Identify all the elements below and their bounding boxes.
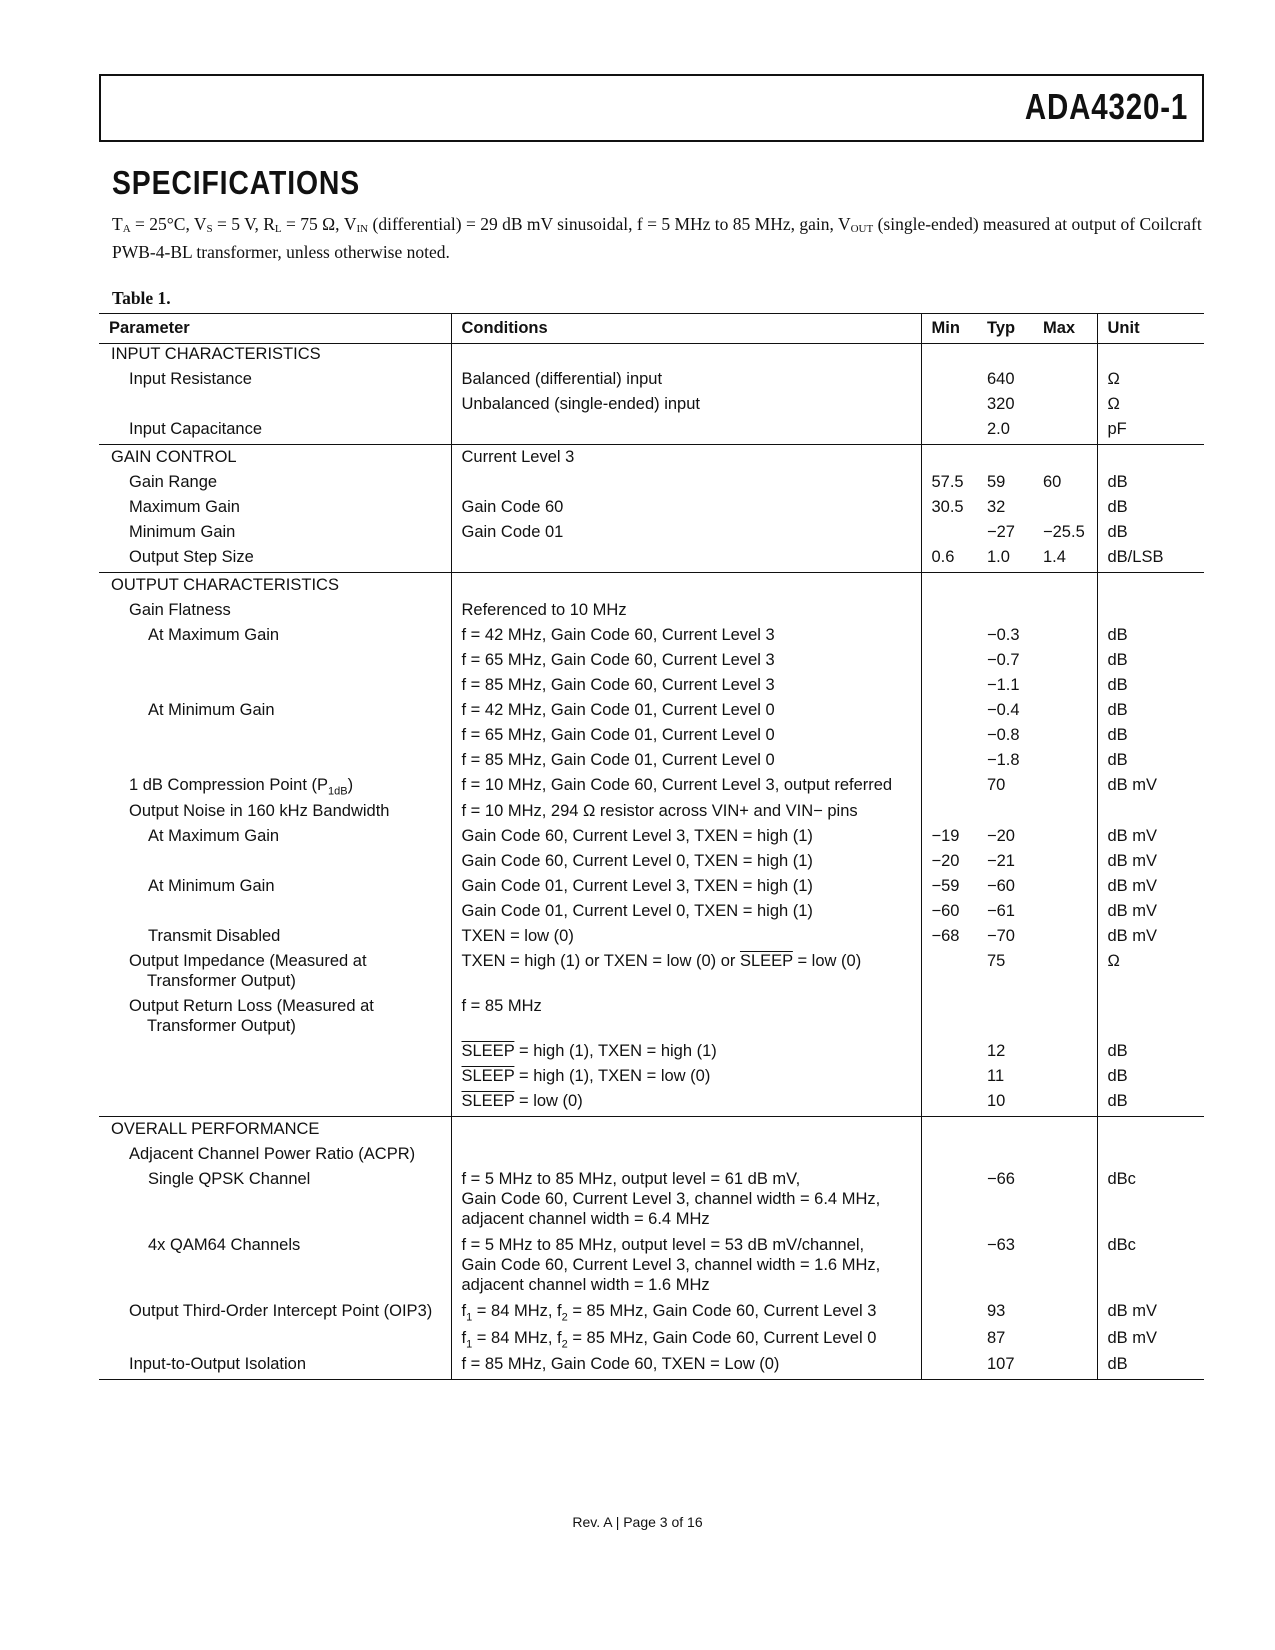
table-row — [99, 700, 1204, 725]
cell-conditions: $f_1 = 84$ MHz, $f_2 = 85$ MHz, Gain Code 60, Current Level 0 — [451, 1328, 921, 1354]
cell-parameter — [99, 1066, 451, 1091]
cell-parameter: Transmit Disabled — [148, 927, 281, 946]
cell-typ: 70 — [987, 776, 1006, 794]
cell-min: −20 — [921, 851, 977, 876]
cell-unit — [1097, 996, 1204, 1041]
cell-conditions: Balanced (differential) input — [451, 369, 921, 394]
table-row — [99, 1169, 1204, 1235]
header-max: Max — [1033, 314, 1097, 344]
table-row — [99, 650, 1204, 675]
cell-parameter: Output Noise in 160 kHz Bandwidth — [129, 802, 390, 821]
cell-typ — [977, 445, 1033, 473]
cell-max — [1033, 625, 1097, 650]
cell-unit — [1097, 600, 1204, 625]
cell-typ: −70 — [987, 927, 1015, 946]
cell-conditions: f = 5 MHz to 85 MHz, output level = 53 dB mV/channel, Gain Code 60, Current Level 3, channel width = 1.6 MHz, adjacent channel width = 1.6 MHz — [451, 1235, 921, 1301]
cell-min — [921, 1169, 977, 1235]
cell-max — [1033, 876, 1097, 901]
cell-unit: dB mV — [1097, 826, 1204, 851]
table-row — [99, 1354, 1204, 1380]
cell-typ — [977, 573, 1033, 601]
cell-conditions — [451, 573, 921, 601]
cell-parameter: Input-to-Output Isolation — [99, 1354, 451, 1380]
cell-min — [921, 675, 977, 700]
cell-conditions: Gain Code 01, Current Level 3, TXEN = high (1) — [451, 876, 921, 901]
cell-unit: dB/LSB — [1097, 547, 1204, 573]
cell-parameter: Gain Range — [129, 473, 218, 491]
cell-typ: 320 — [987, 395, 1015, 413]
cell-typ — [977, 1144, 1033, 1169]
cell-unit: dB — [1097, 1066, 1204, 1091]
cell-max — [1033, 801, 1097, 826]
cell-conditions: SLEEP = low (0) — [451, 1091, 921, 1117]
header-parameter: Parameter — [99, 314, 451, 344]
cell-max — [1033, 1354, 1097, 1380]
cell-conditions: SLEEP = high (1), TXEN = low (0) — [451, 1066, 921, 1091]
table-row — [99, 522, 1204, 547]
table-row — [99, 472, 1204, 497]
cell-typ — [977, 801, 1033, 826]
cell-min — [921, 775, 977, 801]
cell-typ: 87 — [987, 1328, 1006, 1347]
cell-max — [1033, 851, 1097, 876]
cell-unit: dB mV — [1097, 876, 1204, 901]
cell-unit — [1097, 344, 1204, 370]
cell-typ: −1.1 — [987, 676, 1020, 694]
cell-unit: dB — [1097, 675, 1204, 700]
cell-max — [1033, 996, 1097, 1041]
table-row — [99, 497, 1204, 522]
cell-parameter: Adjacent Channel Power Ratio (ACPR) — [129, 1145, 416, 1164]
cell-max — [1033, 1066, 1097, 1091]
part-number: ADA4320-1 — [1024, 86, 1188, 127]
cell-unit: dB — [1097, 625, 1204, 650]
cell-unit: dB mV — [1097, 775, 1204, 801]
cell-conditions — [451, 1117, 921, 1145]
cell-parameter — [99, 851, 451, 876]
cell-max — [1033, 951, 1097, 996]
cell-min — [921, 996, 977, 1041]
cell-conditions: f = 65 MHz, Gain Code 01, Current Level 0 — [451, 725, 921, 750]
cell-conditions: f = 5 MHz to 85 MHz, output level = 61 dB mV, Gain Code 60, Current Level 3, channel width = 6.4 MHz, adjacent channel width = 6.4 MHz — [451, 1169, 921, 1235]
cell-max — [1033, 1328, 1097, 1354]
cell-parameter — [99, 901, 451, 926]
cell-max — [1033, 926, 1097, 951]
cell-min — [921, 1301, 977, 1327]
cell-conditions: f = 85 MHz, Gain Code 01, Current Level 0 — [451, 750, 921, 775]
cell-unit: dB — [1097, 650, 1204, 675]
table-header-row — [99, 314, 1204, 344]
cell-typ: −60 — [987, 877, 1015, 896]
cell-min — [921, 801, 977, 826]
cell-min — [921, 1041, 977, 1066]
cell-parameter: Single QPSK Channel — [148, 1170, 311, 1189]
cell-min: 30.5 — [921, 497, 977, 522]
cell-unit: Ω — [1097, 394, 1204, 419]
cell-min — [921, 700, 977, 725]
table-row — [99, 675, 1204, 700]
cell-conditions: Gain Code 60 — [451, 497, 921, 522]
cell-max — [1033, 573, 1097, 601]
cell-typ: 11 — [987, 1067, 1005, 1086]
cell-conditions — [451, 547, 921, 573]
cell-conditions: Current Level 3 — [451, 445, 921, 473]
cell-typ: −61 — [987, 902, 1015, 921]
cell-typ — [977, 600, 1033, 625]
cell-conditions: SLEEP = high (1), TXEN = high (1) — [451, 1041, 921, 1066]
cell-parameter — [99, 394, 451, 419]
cell-max — [1033, 750, 1097, 775]
cell-unit: dB mV — [1097, 851, 1204, 876]
cell-max — [1033, 419, 1097, 445]
cell-max — [1033, 497, 1097, 522]
header-conditions: Conditions — [451, 314, 921, 344]
cell-parameter: Gain Flatness — [129, 601, 231, 619]
cell-unit — [1097, 1117, 1204, 1145]
cell-unit: dBc — [1097, 1169, 1204, 1235]
cell-unit: dB — [1097, 1041, 1204, 1066]
cell-parameter — [99, 1091, 451, 1117]
cell-min — [921, 750, 977, 775]
cell-parameter — [99, 1041, 451, 1066]
cell-conditions: f = 42 MHz, Gain Code 01, Current Level 0 — [451, 700, 921, 725]
cell-typ: −1.8 — [987, 751, 1020, 769]
cell-parameter: At Minimum Gain — [148, 701, 275, 719]
table-row — [99, 901, 1204, 926]
cell-parameter: Output Return Loss (Measured at Transformer Output) — [129, 997, 374, 1036]
cell-typ: −21 — [987, 852, 1015, 871]
cell-unit: dB mV — [1097, 926, 1204, 951]
cell-conditions: Gain Code 01 — [451, 522, 921, 547]
cell-conditions: Referenced to 10 MHz — [451, 600, 921, 625]
cell-unit: dBc — [1097, 1235, 1204, 1301]
cell-max — [1033, 1169, 1097, 1235]
cell-unit: pF — [1097, 419, 1204, 445]
table-caption: Table 1. — [112, 288, 171, 308]
cell-typ: 12 — [987, 1042, 1006, 1061]
cell-parameter: INPUT CHARACTERISTICS — [111, 345, 321, 363]
cell-max — [1033, 600, 1097, 625]
cell-conditions — [451, 472, 921, 497]
cell-max — [1033, 445, 1097, 473]
cell-unit: dB — [1097, 1354, 1204, 1380]
cell-conditions: f = 85 MHz — [451, 996, 921, 1041]
cell-typ — [977, 1117, 1033, 1145]
cell-typ: 1.0 — [987, 548, 1010, 566]
cell-typ: 93 — [987, 1302, 1006, 1321]
cell-min — [921, 445, 977, 473]
cell-unit: Ω — [1097, 369, 1204, 394]
table-row — [99, 573, 1204, 601]
cell-min: −68 — [921, 926, 977, 951]
cell-max: 60 — [1043, 473, 1062, 491]
cell-max — [1033, 1235, 1097, 1301]
cell-conditions — [451, 419, 921, 445]
cell-max — [1033, 901, 1097, 926]
cell-conditions: TXEN = high (1) or TXEN = low (0) or SLEEP = low (0) — [451, 951, 921, 996]
cell-conditions: $f_1 = 84$ MHz, $f_2 = 85$ MHz, Gain Code 60, Current Level 3 — [451, 1301, 921, 1327]
cell-unit: Ω — [1097, 951, 1204, 996]
cell-unit: dB — [1097, 522, 1204, 547]
cell-parameter — [99, 1328, 451, 1354]
cell-parameter: OVERALL PERFORMANCE — [99, 1117, 451, 1145]
cell-min — [921, 1066, 977, 1091]
cell-conditions: f = 42 MHz, Gain Code 60, Current Level 3 — [451, 625, 921, 650]
cell-conditions — [451, 1144, 921, 1169]
cell-max — [1033, 1301, 1097, 1327]
header-unit: Unit — [1097, 314, 1204, 344]
cell-min — [921, 1235, 977, 1301]
cell-parameter: Minimum Gain — [129, 523, 236, 541]
cell-typ: −0.4 — [987, 701, 1020, 719]
table-row — [99, 926, 1204, 951]
table-row — [99, 1235, 1204, 1301]
cell-typ: 640 — [987, 370, 1015, 388]
cell-min: 0.6 — [921, 547, 977, 573]
cell-min — [921, 1354, 977, 1380]
cell-max — [1033, 1117, 1097, 1145]
cell-min — [921, 1328, 977, 1354]
header-box — [99, 74, 1204, 142]
cell-conditions: Gain Code 01, Current Level 0, TXEN = high (1) — [451, 901, 921, 926]
table-row — [99, 369, 1204, 394]
table-row — [99, 876, 1204, 901]
cell-unit: dB mV — [1097, 901, 1204, 926]
cell-max — [1033, 344, 1097, 370]
cell-min — [921, 1091, 977, 1117]
cell-typ: −66 — [987, 1170, 1015, 1189]
cell-max — [1033, 700, 1097, 725]
cell-parameter: 4x QAM64 Channels — [148, 1236, 301, 1255]
cell-max — [1033, 675, 1097, 700]
table-row — [99, 1066, 1204, 1091]
cell-max — [1033, 1091, 1097, 1117]
intro-paragraph: $T_A = 25^\circ C$, $V_S = 5$ V, $R_L = 75$ Ω, $V_{IN}$ (differential) = 29 dB mV sinusoidal, f = 5 MHz to 85 MHz, gain, $V_{OUT}$ (single-ended) measured at output of Coilcraft PWB-4-BL transformer, unless otherwise noted. — [112, 214, 1202, 262]
cell-parameter: Output Third-Order Intercept Point (OIP3) — [129, 1302, 433, 1321]
cell-min: −60 — [921, 901, 977, 926]
cell-min: −19 — [921, 826, 977, 851]
cell-min: 57.5 — [921, 472, 977, 497]
cell-unit — [1097, 1144, 1204, 1169]
cell-unit: dB — [1097, 700, 1204, 725]
cell-min — [921, 600, 977, 625]
section-title: SPECIFICATIONS — [112, 164, 361, 201]
cell-unit: dB — [1097, 1091, 1204, 1117]
table-row — [99, 851, 1204, 876]
cell-conditions: Gain Code 60, Current Level 0, TXEN = high (1) — [451, 851, 921, 876]
cell-conditions: f = 65 MHz, Gain Code 60, Current Level 3 — [451, 650, 921, 675]
cell-min — [921, 394, 977, 419]
cell-max: 1.4 — [1043, 548, 1066, 566]
table-row — [99, 547, 1204, 573]
cell-typ: 107 — [977, 1354, 1033, 1380]
table-row — [99, 344, 1204, 370]
cell-typ: −0.7 — [987, 651, 1020, 669]
cell-parameter: Input Capacitance — [129, 420, 263, 438]
cell-typ: 2.0 — [987, 420, 1010, 438]
cell-parameter — [99, 675, 451, 700]
cell-min — [921, 1117, 977, 1145]
cell-min — [921, 369, 977, 394]
table-row — [99, 419, 1204, 445]
cell-conditions: TXEN = low (0) — [451, 926, 921, 951]
cell-max: −25.5 — [1043, 523, 1085, 541]
cell-conditions: f = 10 MHz, Gain Code 60, Current Level 3, output referred — [451, 775, 921, 801]
cell-typ — [977, 344, 1033, 370]
cell-typ: −63 — [987, 1236, 1015, 1255]
cell-unit: dB — [1097, 750, 1204, 775]
table-row — [99, 1091, 1204, 1117]
cell-min — [921, 522, 977, 547]
cell-min — [921, 344, 977, 370]
cell-min — [921, 951, 977, 996]
cell-typ: −0.3 — [987, 626, 1020, 644]
cell-parameter: At Maximum Gain — [148, 827, 280, 846]
cell-parameter: At Minimum Gain — [148, 877, 275, 896]
cell-parameter — [99, 750, 451, 775]
cell-parameter: Maximum Gain — [129, 498, 240, 516]
table-row — [99, 1328, 1204, 1354]
cell-typ: 59 — [987, 473, 1006, 491]
cell-conditions — [451, 344, 921, 370]
cell-min — [921, 1144, 977, 1169]
table-row — [99, 394, 1204, 419]
cell-max — [1033, 826, 1097, 851]
cell-max — [1033, 394, 1097, 419]
cell-min — [921, 725, 977, 750]
cell-parameter: Output Impedance (Measured at Transformer Output) — [129, 952, 367, 991]
header-typ: Typ — [977, 314, 1033, 344]
cell-conditions: f = 85 MHz, Gain Code 60, TXEN = Low (0) — [451, 1354, 921, 1380]
cell-conditions: Unbalanced (single-ended) input — [451, 394, 921, 419]
cell-unit: dB — [1097, 497, 1204, 522]
cell-min — [921, 419, 977, 445]
cell-conditions: f = 85 MHz, Gain Code 60, Current Level 3 — [451, 675, 921, 700]
page-footer: Rev. A | Page 3 of 16 — [572, 1514, 703, 1530]
cell-unit — [1097, 573, 1204, 601]
cell-typ: −27 — [987, 523, 1015, 541]
cell-parameter: At Maximum Gain — [148, 626, 280, 644]
table-row — [99, 996, 1204, 1041]
cell-unit: dB mV — [1097, 1301, 1204, 1327]
cell-max — [1033, 650, 1097, 675]
cell-typ: 32 — [987, 498, 1006, 516]
cell-conditions: f = 10 MHz, 294 Ω resistor across VIN+ and VIN− pins — [451, 801, 921, 826]
cell-max — [1033, 775, 1097, 801]
cell-parameter: Input Resistance — [129, 370, 252, 388]
cell-max — [1033, 725, 1097, 750]
cell-parameter: Output Step Size — [129, 548, 254, 566]
table-row — [99, 826, 1204, 851]
table-row — [99, 801, 1204, 826]
cell-min — [921, 625, 977, 650]
table-row — [99, 1301, 1204, 1327]
cell-min — [921, 573, 977, 601]
cell-parameter: GAIN CONTROL — [99, 445, 451, 473]
cell-typ: 10 — [987, 1092, 1006, 1111]
cell-parameter: 1 dB Compression Point $(P_{1dB})$ — [129, 776, 354, 798]
spec-table — [99, 313, 1204, 1380]
cell-typ: 75 — [987, 952, 1006, 971]
cell-min — [921, 650, 977, 675]
table-row — [99, 1144, 1204, 1169]
table-row — [99, 750, 1204, 775]
cell-parameter — [99, 725, 451, 750]
table-row — [99, 445, 1204, 473]
cell-min: −59 — [921, 876, 977, 901]
table-row — [99, 775, 1204, 801]
cell-unit — [1097, 801, 1204, 826]
cell-unit: dB mV — [1097, 1328, 1204, 1354]
cell-conditions: Gain Code 60, Current Level 3, TXEN = high (1) — [451, 826, 921, 851]
table-row — [99, 1117, 1204, 1145]
header-min: Min — [921, 314, 977, 344]
cell-max — [1033, 1041, 1097, 1066]
cell-max — [1033, 1144, 1097, 1169]
cell-parameter: OUTPUT CHARACTERISTICS — [99, 573, 451, 601]
cell-typ: −20 — [987, 827, 1015, 846]
cell-typ — [977, 996, 1033, 1041]
cell-unit: dB — [1097, 472, 1204, 497]
table-row — [99, 725, 1204, 750]
table-row — [99, 625, 1204, 650]
table-row — [99, 600, 1204, 625]
cell-unit — [1097, 445, 1204, 473]
table-row — [99, 1041, 1204, 1066]
cell-unit: dB — [1097, 725, 1204, 750]
cell-typ: −0.8 — [987, 726, 1020, 744]
cell-parameter — [99, 650, 451, 675]
table-row — [99, 951, 1204, 996]
cell-max — [1033, 369, 1097, 394]
